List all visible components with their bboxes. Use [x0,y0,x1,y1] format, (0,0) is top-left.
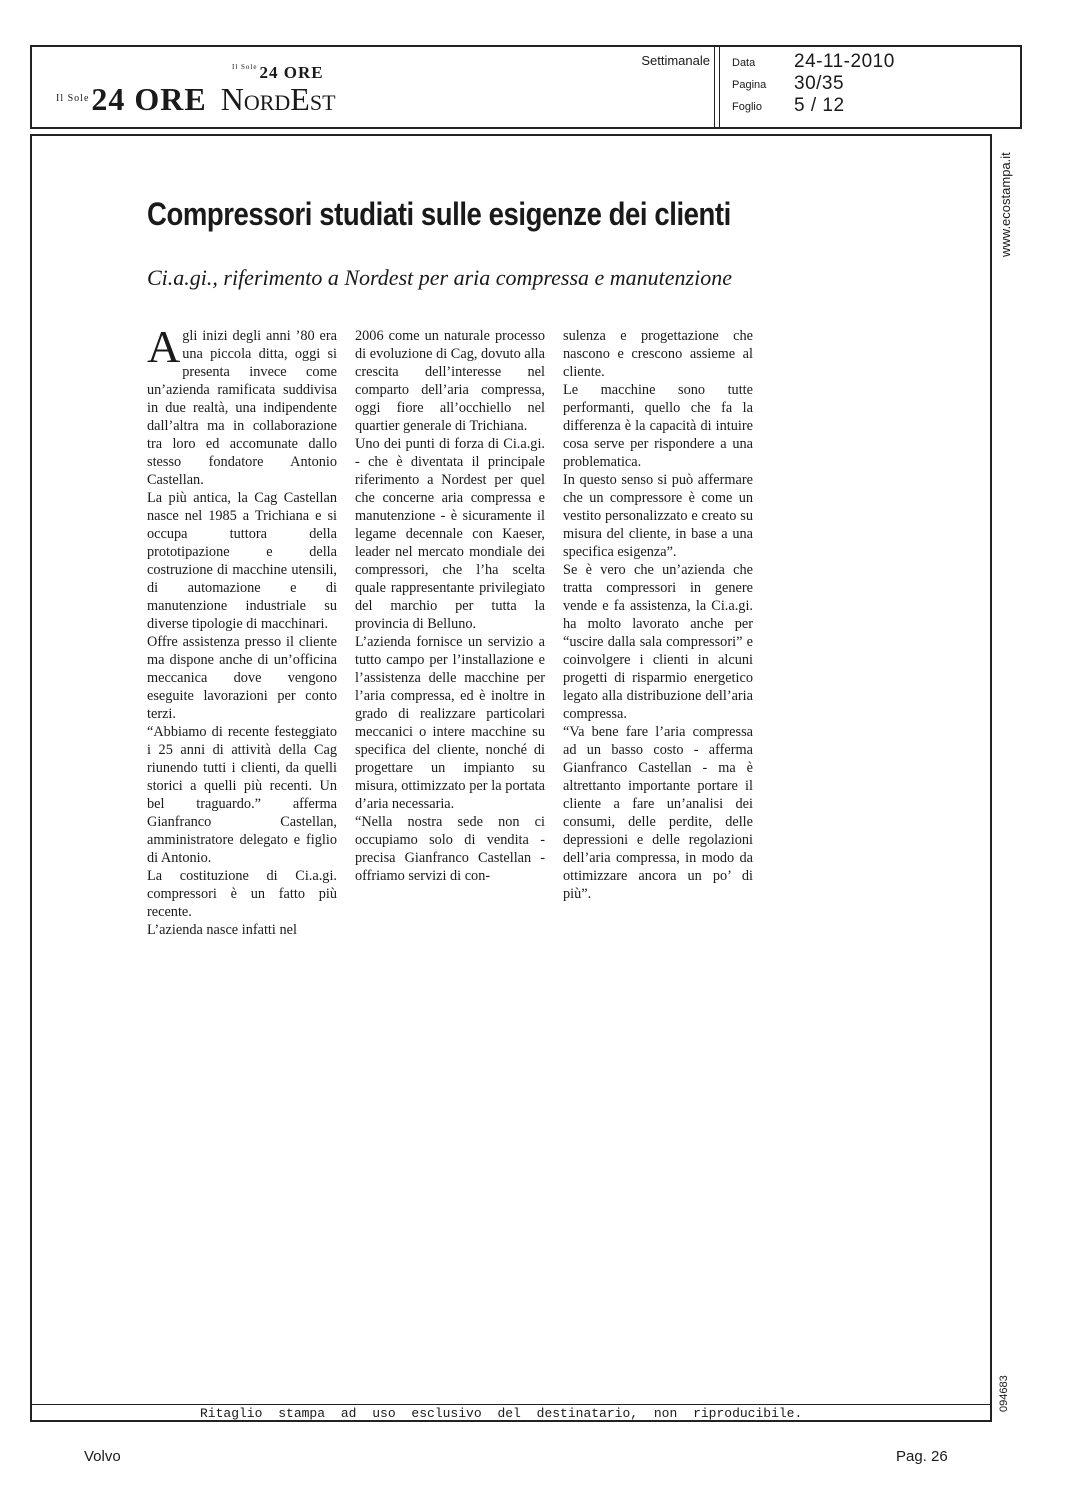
logo-small-prefix: Il Sole [232,63,258,71]
logo-main [56,81,336,117]
periodicity-label: Settimanale [641,53,710,68]
article-column-3 [563,327,753,903]
logo-small-title: 24 ORE [259,63,324,82]
paragraph: “Va bene fare l’aria compressa ad un basso costo - afferma Gianfranco Castellan - ma è altrettanto importante portare il cliente a fare un’analisi dei consumi, delle perdite, delle depressioni e delle regolazioni dell’aria compressa, in modo da ottimizzare ancora un po’ di più”. [563,724,753,902]
reproduction-notice: Ritaglio stampa ad uso esclusivo del destinatario, non riproducibile. [200,1406,803,1421]
paragraph: In questo senso si può affermare che un compressore è come un vestito personalizzato e creato su misura del cliente, in base a una specifica esigenza”. [563,472,753,560]
paragraph: L’azienda fornisce un servizio a tutto campo per l’installazione e l’assistenza delle macchine per l’aria compressa, ed è inoltre in grado di realizzare particolari meccanici o intere macchine su specifica del cliente, nonché di progettare un impianto su misura, ottimizzato per la portata d’aria necessaria. [355,634,545,812]
paragraph: L’azienda nasce infatti nel [147,922,297,938]
side-code-text: 094683 [998,1375,1010,1412]
meta-row-date [732,51,1012,73]
side-code [996,1368,1016,1416]
logo-main-prefix: Il Sole [56,93,90,104]
paragraph-text: gli inizi degli anni ’80 era una piccola ditta, oggi si presenta invece come un’azienda ramificata suddivisa in due realtà, una indipendente dall’altra ma in collaborazione tra loro ed accomunate dallo stesso fondatore Antonio Castellan. [147,328,337,488]
article-subheadline: Ci.a.gi., riferimento a Nordest per aria compressa e manutenzione [147,265,732,290]
meta-value: 5 / 12 [794,95,845,116]
meta-row-sheet [732,95,1012,117]
meta-label: Pagina [732,79,767,91]
article-headline: Compressori studiati sulle esigenze dei clienti [147,196,731,232]
article-column-2 [355,327,545,885]
paragraph: Offre assistenza presso il cliente ma dispone anche di un’officina meccanica dove vengono eseguite lavorazioni per conto terzi. [147,634,337,722]
paragraph: Se è vero che un’azienda che tratta compressori in genere vende e fa assistenza, la Ci.a.gi. ha molto lavorato anche per “uscire dalla sala compressori” e coinvolgere i clienti in alcuni progetti di risparmio energetico legato alla distribuzione dell’aria compressa. [563,562,753,722]
paragraph: La costituzione di Ci.a.gi. compressori è un fatto più recente. [147,868,337,920]
side-url-text: www.ecostampa.it [998,152,1013,257]
paragraph: Uno dei punti di forza di Ci.a.gi. - che è diventata il principale riferimento a Nordest per quel che concerne aria compressa e manutenzione - è sicuramente il legame decennale con Kaeser, leader nel mercato mondiale dei compressori, che l’ha scelta quale rappresentante privilegiato del marchio per tutta la provincia di Belluno. [355,436,545,632]
logo-edition: NordEst [220,81,336,117]
meta-value: 24-11-2010 [794,51,895,72]
paragraph [147,321,337,489]
issue-meta [732,51,1012,117]
meta-label: Foglio [732,101,762,113]
meta-value: 30/35 [794,73,845,94]
logo-main-title: 24 ORE [91,81,207,117]
paragraph: sulenza e progettazione che nascono e crescono assieme al cliente. [563,328,753,380]
paragraph: Le macchine sono tutte performanti, quello che fa la differenza è la capacità di intuire cosa serve per rispondere a una problematica. [563,382,753,470]
side-url [996,145,1016,265]
article-column-1 [147,321,337,939]
newspaper-logo [54,61,474,121]
client-name: Volvo [84,1448,121,1465]
paragraph: “Abbiamo di recente festeggiato i 25 anni di attività della Cag riunendo tutti i clienti, da quelli storici a quelli più recenti. Un bel traguardo.” afferma Gianfranco Castellan, amministratore delegato e figlio di Antonio. [147,724,337,866]
paragraph: La più antica, la Cag Castellan nasce nel 1985 a Trichiana e si occupa tuttora della prototipazione e della costruzione di macchine utensili, di automazione e di manutenzione industriale su diverse tipologie di macchinari. [147,490,337,632]
page-number: Pag. 26 [896,1448,948,1465]
meta-row-page [732,73,1012,95]
paragraph: “Nella nostra sede non ci occupiamo solo di vendita - precisa Gianfranco Castellan - offriamo servizi di con- [355,814,545,884]
paragraph: 2006 come un naturale processo di evoluzione di Cag, dovuto alla crescita dell’interesse nel comparto dell’aria compressa, oggi fiore all’occhiello nel quartier generale di Trichiana. [355,328,545,434]
drop-cap: A [147,321,181,372]
masthead-box [30,45,1022,129]
header-divider [714,47,720,127]
meta-label: Data [732,57,756,69]
logo-small [232,63,324,83]
